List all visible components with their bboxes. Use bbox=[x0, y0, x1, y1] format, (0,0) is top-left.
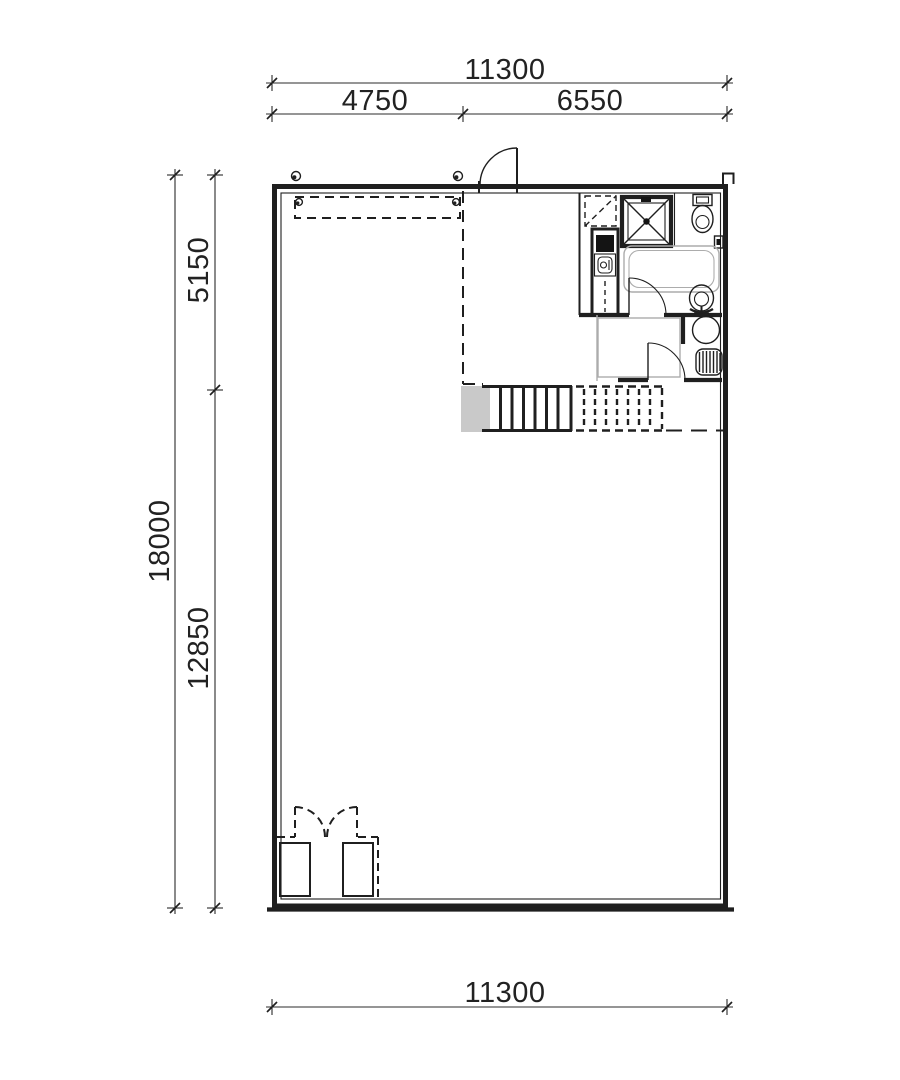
bathroom-door-swing-arc bbox=[629, 278, 666, 315]
washbasin bbox=[693, 317, 720, 344]
entry-door-swing-arc bbox=[480, 148, 517, 185]
right-door-swing-arc bbox=[327, 807, 357, 837]
boiler-dashed bbox=[585, 196, 616, 226]
dimension-bottom bbox=[266, 977, 733, 1015]
wc-floor-outline bbox=[598, 318, 680, 377]
sink-cabinet bbox=[592, 229, 618, 315]
dim-top-total: 11300 bbox=[464, 54, 546, 86]
dim-top-right: 6550 bbox=[556, 85, 624, 117]
dim-left-total: 18000 bbox=[144, 499, 176, 583]
roof-notch bbox=[723, 174, 734, 185]
door-block-left bbox=[280, 843, 310, 896]
toilet-paper-holder bbox=[715, 236, 724, 248]
bidet bbox=[690, 285, 714, 314]
double-door-dashed bbox=[277, 807, 378, 897]
cabinet-appliance bbox=[596, 235, 614, 252]
bathroom-door bbox=[629, 278, 666, 315]
dim-left-lower: 12850 bbox=[183, 606, 215, 690]
exterior-walls bbox=[267, 174, 734, 910]
dim-bottom-total: 11300 bbox=[464, 977, 546, 1009]
shower bbox=[622, 193, 675, 246]
dim-top-left: 4750 bbox=[341, 85, 409, 117]
wall-pipe-symbols bbox=[292, 172, 463, 181]
garage-door-dashed bbox=[295, 197, 460, 218]
dimension-left bbox=[144, 169, 223, 914]
stairs-solid bbox=[482, 386, 572, 431]
toilet bbox=[692, 195, 713, 233]
door-block-right bbox=[343, 843, 373, 896]
radiator bbox=[696, 349, 722, 375]
staircase bbox=[461, 386, 662, 432]
stairs-dashed bbox=[576, 387, 662, 431]
bathroom bbox=[579, 193, 723, 344]
wc-room bbox=[597, 315, 722, 381]
left-door-swing-arc bbox=[295, 807, 325, 837]
dim-left-upper: 5150 bbox=[183, 236, 215, 304]
stair-landing bbox=[461, 386, 490, 432]
dimension-top bbox=[266, 54, 733, 122]
